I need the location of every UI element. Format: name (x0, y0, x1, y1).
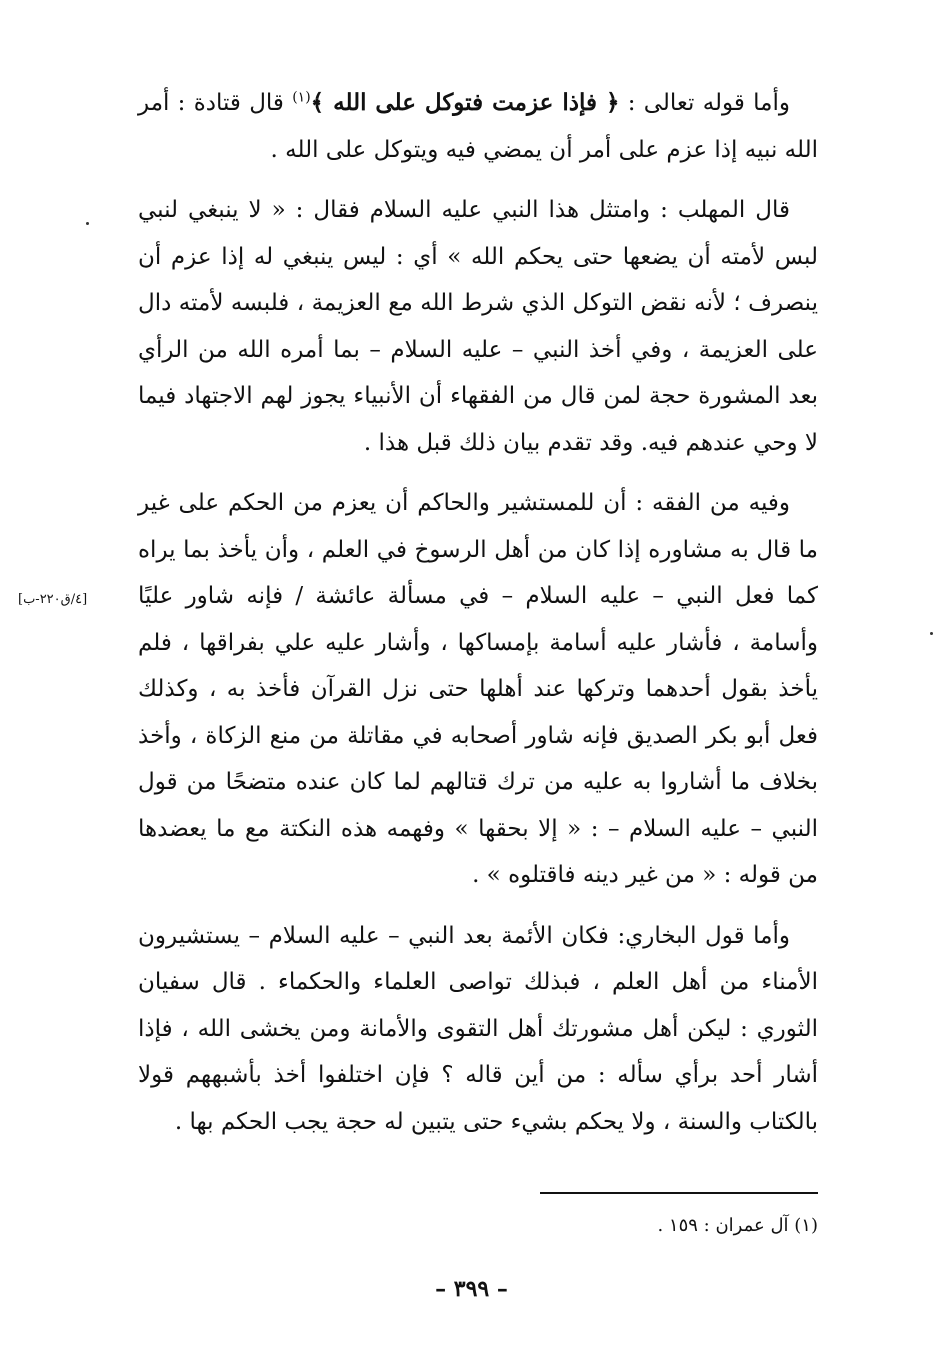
p1-seg-0: وأما قوله تعالى : (619, 90, 791, 116)
main-text (138, 80, 818, 1145)
scan-speck (86, 222, 89, 225)
footnote-reference[interactable]: (١) (292, 89, 311, 106)
footnote: (١) آل عمران : ١٥٩ . (657, 1215, 818, 1236)
quran-verse: ﴿ فإذا عزمت فتوكل على الله ﴾ (310, 89, 620, 116)
p4-seg-0: وأما قول البخاري: فكان الأئمة بعد النبي – عليه السلام – يستشيرون الأمناء من أهل العلم ، فبذلك تواصى العلماء والحكماء . قال سفيان الثوري : ليكن أهل مشورتك أهل التقوى والأمانة ومن يخشى الله ، فإذا أشار أحد برأي سأله : من أين قاله ؟ فإن اختلفوا أخذ بأشبههم قولا بالكتاب والسنة ، ولا يحكم بشيء حتى يتبين له حجة يجب الحكم بها . (138, 922, 818, 1135)
p3-seg-0: وفيه من الفقه : أن للمستشير والحاكم أن يعزم من الحكم على غير ما قال به مشاوره إذا كان من أهل الرسوخ في العلم ، وأن يأخذ بما يراه كما فعل النبي – عليه السلام – في مسألة عائشة / فإنه شاور عليًا وأسامة ، فأشار عليه أسامة بإمساكها ، وأشار عليه علي بفراقها ، فلم يأخذ بقول أحدهما وتركها عند أهلها حتى نزل القرآن فأخذ به ، وكذلك فعل أبو بكر الصديق فإنه شاور أصحابه في مقاتلة من منع الزكاة ، وأخذ بخلاف ما أشاروا به عليه من ترك قتالهم لما كان عنده متضحًا من قول النبي – عليه السلام – : « إلا بحقها » وفهمه هذه النكتة مع ما يعضدها من قوله : « من غير دينه فاقتلوه » . (138, 490, 818, 888)
page-number: – ٣٩٩ – (435, 1276, 508, 1302)
p2-seg-0: قال المهلب : وامتثل هذا النبي عليه السلام فقال : « لا ينبغي لنبي لبس لأمته أن يضعها حتى يحكم الله » أي : ليس ينبغي له إذا عزم أن ينصرف ؛ لأنه نقض التوكل الذي شرط الله مع العزيمة ، فلبسه لأمته دال على العزيمة ، وفي أخذ النبي – عليه السلام – بما أمره الله من الرأي بعد المشورة حجة لمن قال من الفقهاء أن الأنبياء يجوز لهم الاجتهاد فيما لا وحي عندهم فيه. وقد تقدم بيان ذلك قبل هذا . (138, 197, 818, 456)
p1-seg-3: قال قتادة : أمر الله نبيه إذا عزم على أمر أن يمضي فيه ويتوكل على الله . (138, 90, 818, 163)
paragraph-2 (138, 187, 818, 466)
paragraph-3 (138, 480, 818, 899)
footnote-divider (540, 1192, 818, 1194)
scan-speck (930, 632, 933, 635)
paragraph-4 (138, 913, 818, 1146)
manuscript-folio-note: [٤/ق٢٢٠-ب] (18, 592, 88, 607)
paragraph-1 (138, 80, 818, 173)
